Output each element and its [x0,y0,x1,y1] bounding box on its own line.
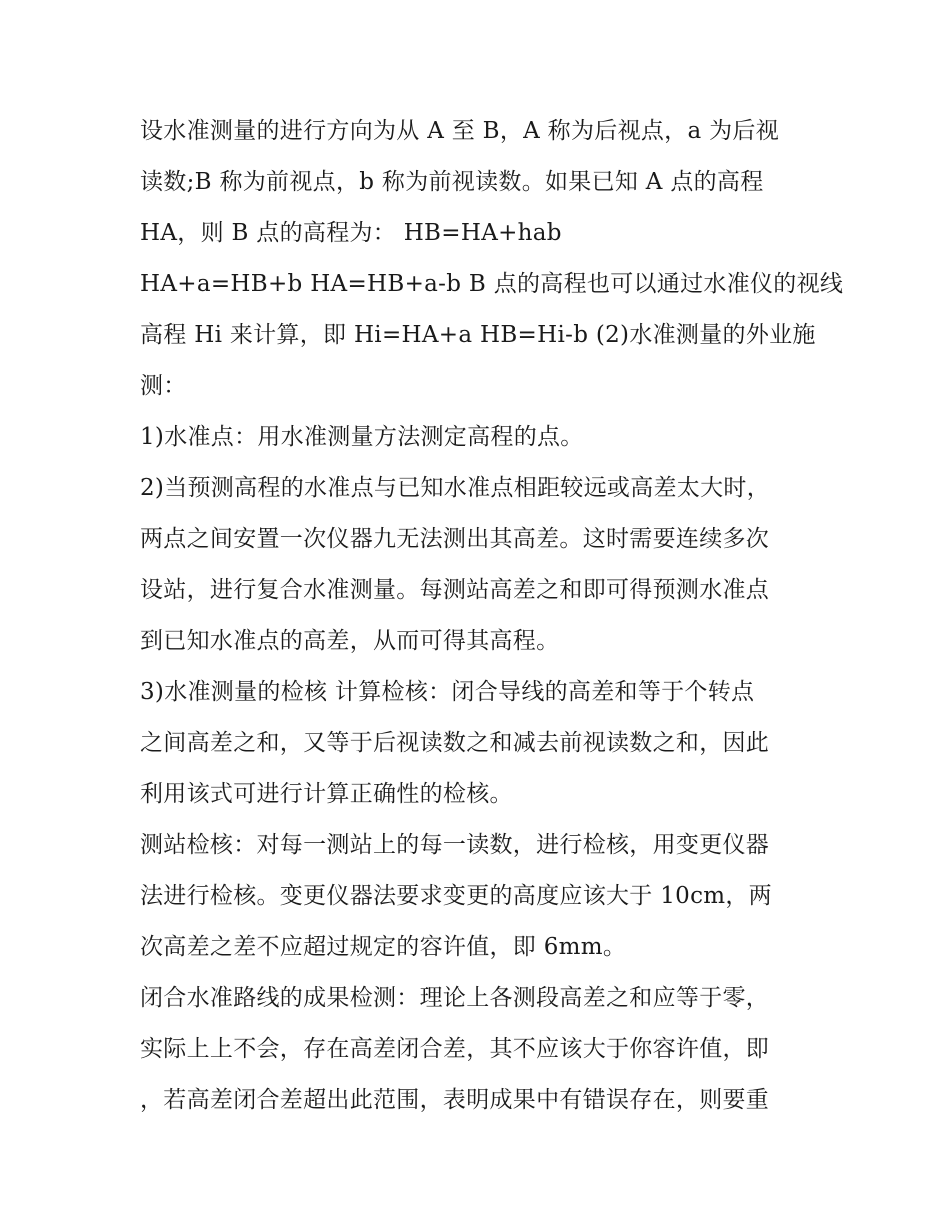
text-line: HA，则 B 点的高程为： HB=HA+hab [140,220,562,246]
text-line: ，若高差闭合差超出此范围，表明成果中有错误存在，则要重 [140,1087,770,1113]
text-line: 1)水准点：用水准测量方法测定高程的点。 [140,424,584,450]
text-line: 次高差之差不应超过规定的容许值，即 6mm。 [140,934,627,960]
text-line: 两点之间安置一次仪器九无法测出其高差。这时需要连续多次 [140,526,770,552]
text-line: 读数;B 称为前视点，b 称为前视读数。如果已知 A 点的高程 [140,169,764,195]
text-line: 设水准测量的进行方向为从 A 至 B，A 称为后视点，a 为后视 [140,118,779,144]
text-line: 法进行检核。变更仪器法要求变更的高度应该大于 10cm，两 [140,883,772,909]
text-line: HA+a=HB+b HA=HB+a-b B 点的高程也可以通过水准仪的视线 [140,271,844,297]
text-line: 高程 Hi 来计算，即 Hi=HA+a HB=Hi-b (2)水准测量的外业施 [140,322,816,348]
text-line: 利用该式可进行计算正确性的检核。 [140,781,513,807]
text-line: 3)水准测量的检核 计算检核：闭合导线的高差和等于个转点 [140,679,755,705]
text-line: 之间高差之和，又等于后视读数之和减去前视读数之和，因此 [140,730,770,756]
text-line: 闭合水准路线的成果检测：理论上各测段高差之和应等于零， [140,985,770,1011]
text-line: 到已知水准点的高差，从而可得其高程。 [140,628,560,654]
text-line: 实际上上不会，存在高差闭合差，其不应该大于你容许值，即 [140,1036,770,1062]
text-line: 测站检核：对每一测站上的每一读数，进行检核，用变更仪器 [140,832,770,858]
document-body [140,106,844,1126]
text-line: 测： [140,373,187,399]
text-line: 设站，进行复合水准测量。每测站高差之和即可得预测水准点 [140,577,770,603]
text-line: 2)当预测高程的水准点与已知水准点相距较远或高差太大时， [140,475,771,501]
